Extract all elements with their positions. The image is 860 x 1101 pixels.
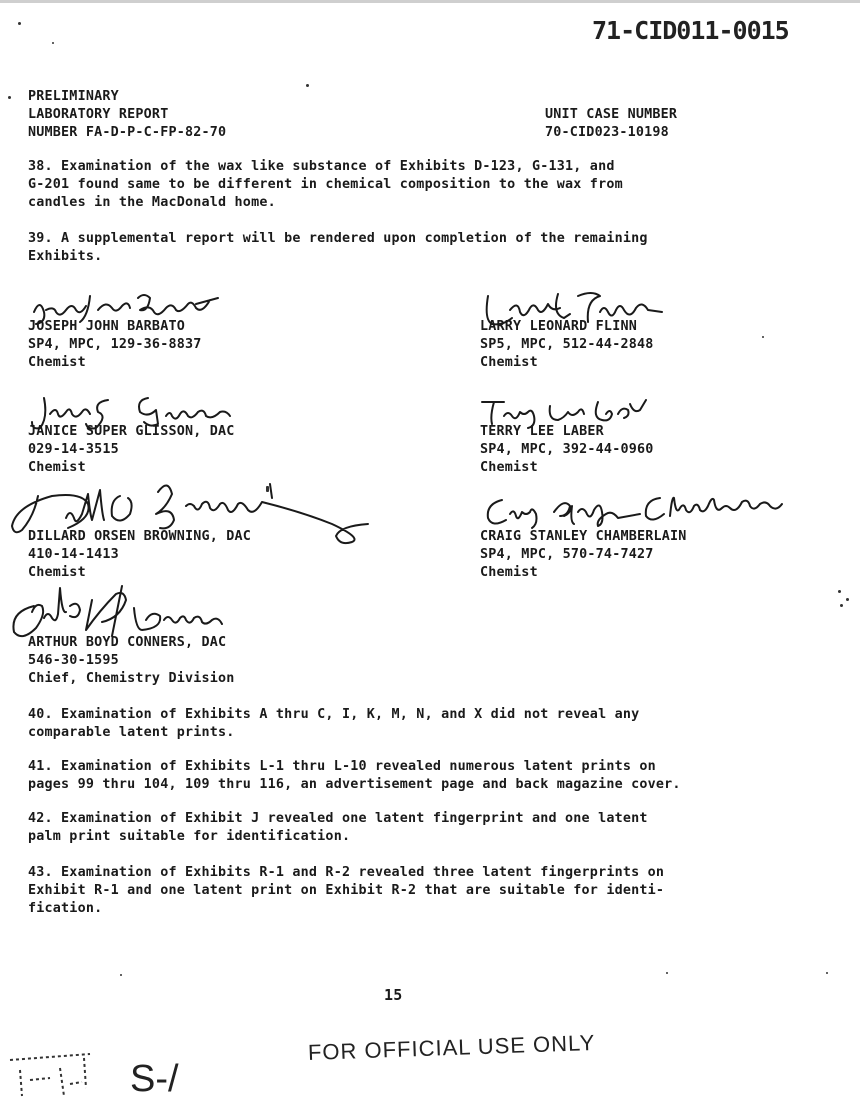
signatory-flinn [480,318,654,372]
scan-speck [838,590,841,593]
signatory-title: Chemist [480,460,538,475]
signatory-id: 410-14-1413 [28,547,119,562]
signatory-conners [28,634,235,688]
scan-speck [666,972,668,974]
scan-speck [8,96,11,99]
signatory-name: JANICE SUPER GLISSON, DAC [28,424,235,439]
signatory-name: DILLARD ORSEN BROWNING, DAC [28,529,252,544]
signatory-barbato [28,318,202,372]
report-header-left [28,88,226,142]
signatory-id: 029-14-3515 [28,442,119,457]
scan-speck [826,972,828,974]
signatory-id: SP4, MPC, 392-44-0960 [480,442,654,457]
signatory-title: Chemist [480,355,538,370]
corner-stamp-fragment [0,1040,110,1101]
scan-speck [306,84,309,87]
header-lab-report: LABORATORY REPORT [28,107,169,122]
signatory-name: LARRY LEONARD FLINN [480,319,637,334]
scan-speck [120,974,122,976]
paragraph-42: 42. Examination of Exhibit J revealed one latent fingerprint and one latent palm print suitable for identification. [28,811,648,844]
scan-edge [0,0,860,3]
header-report-number: NUMBER FA-D-P-C-FP-82-70 [28,125,227,140]
signatory-title: Chief, Chemistry Division [28,671,235,686]
handwritten-mark: S-/ [130,1058,179,1100]
signatory-laber [480,423,654,477]
signatory-title: Chemist [480,565,538,580]
header-preliminary: PRELIMINARY [28,89,119,104]
signatory-title: Chemist [28,460,86,475]
scan-speck [18,22,21,25]
signatory-name: CRAIG STANLEY CHAMBERLAIN [480,529,687,544]
signatory-id: SP4, MPC, 570-74-7427 [480,547,654,562]
signatory-id: 546-30-1595 [28,653,119,668]
signatory-title: Chemist [28,355,86,370]
header-unit-case-number: 70-CID023-10198 [545,125,669,140]
paragraph-40: 40. Examination of Exhibits A thru C, I, K, M, N, and X did not reveal any comparable latent prints. [28,707,640,740]
scan-speck [762,336,764,338]
page-number: 15 [384,986,403,1004]
scan-speck [266,486,269,492]
paragraph-38: 38. Examination of the wax like substance of Exhibits D-123, G-131, and G-201 found same to be different in chemical composition to the wax from candles in the MacDonald home. [28,159,623,210]
signatory-browning [28,528,251,582]
paragraph-41: 41. Examination of Exhibits L-1 thru L-10 revealed numerous latent prints on pages 99 thru 104, 109 thru 116, an advertisement page and back magazine cover. [28,759,681,792]
signatory-name: JOSEPH JOHN BARBATO [28,319,185,334]
official-use-stamp: FOR OFFICIAL USE ONLY [307,1029,596,1065]
signatory-title: Chemist [28,565,86,580]
signatory-id: SP4, MPC, 129-36-8837 [28,337,202,352]
signature-chamberlain [482,492,792,532]
header-unit-case-label: UNIT CASE NUMBER [545,107,678,122]
signatory-glisson [28,423,235,477]
document-number: 71-CID011-0015 [592,16,789,45]
scan-speck [840,604,843,607]
signatory-id: SP5, MPC, 512-44-2848 [480,337,654,352]
scan-speck [52,42,54,44]
report-header-right [545,106,677,142]
paragraph-39: 39. A supplemental report will be rendered upon completion of the remaining Exhibits. [28,231,648,264]
signatory-name: TERRY LEE LABER [480,424,604,439]
scan-speck [846,598,849,601]
paragraph-43: 43. Examination of Exhibits R-1 and R-2 revealed three latent fingerprints on Exhibit R-1 and one latent print on Exhibit R-2 that are suitable for identi- fication. [28,865,665,916]
signatory-chamberlain [480,528,687,582]
signatory-name: ARTHUR BOYD CONNERS, DAC [28,635,227,650]
